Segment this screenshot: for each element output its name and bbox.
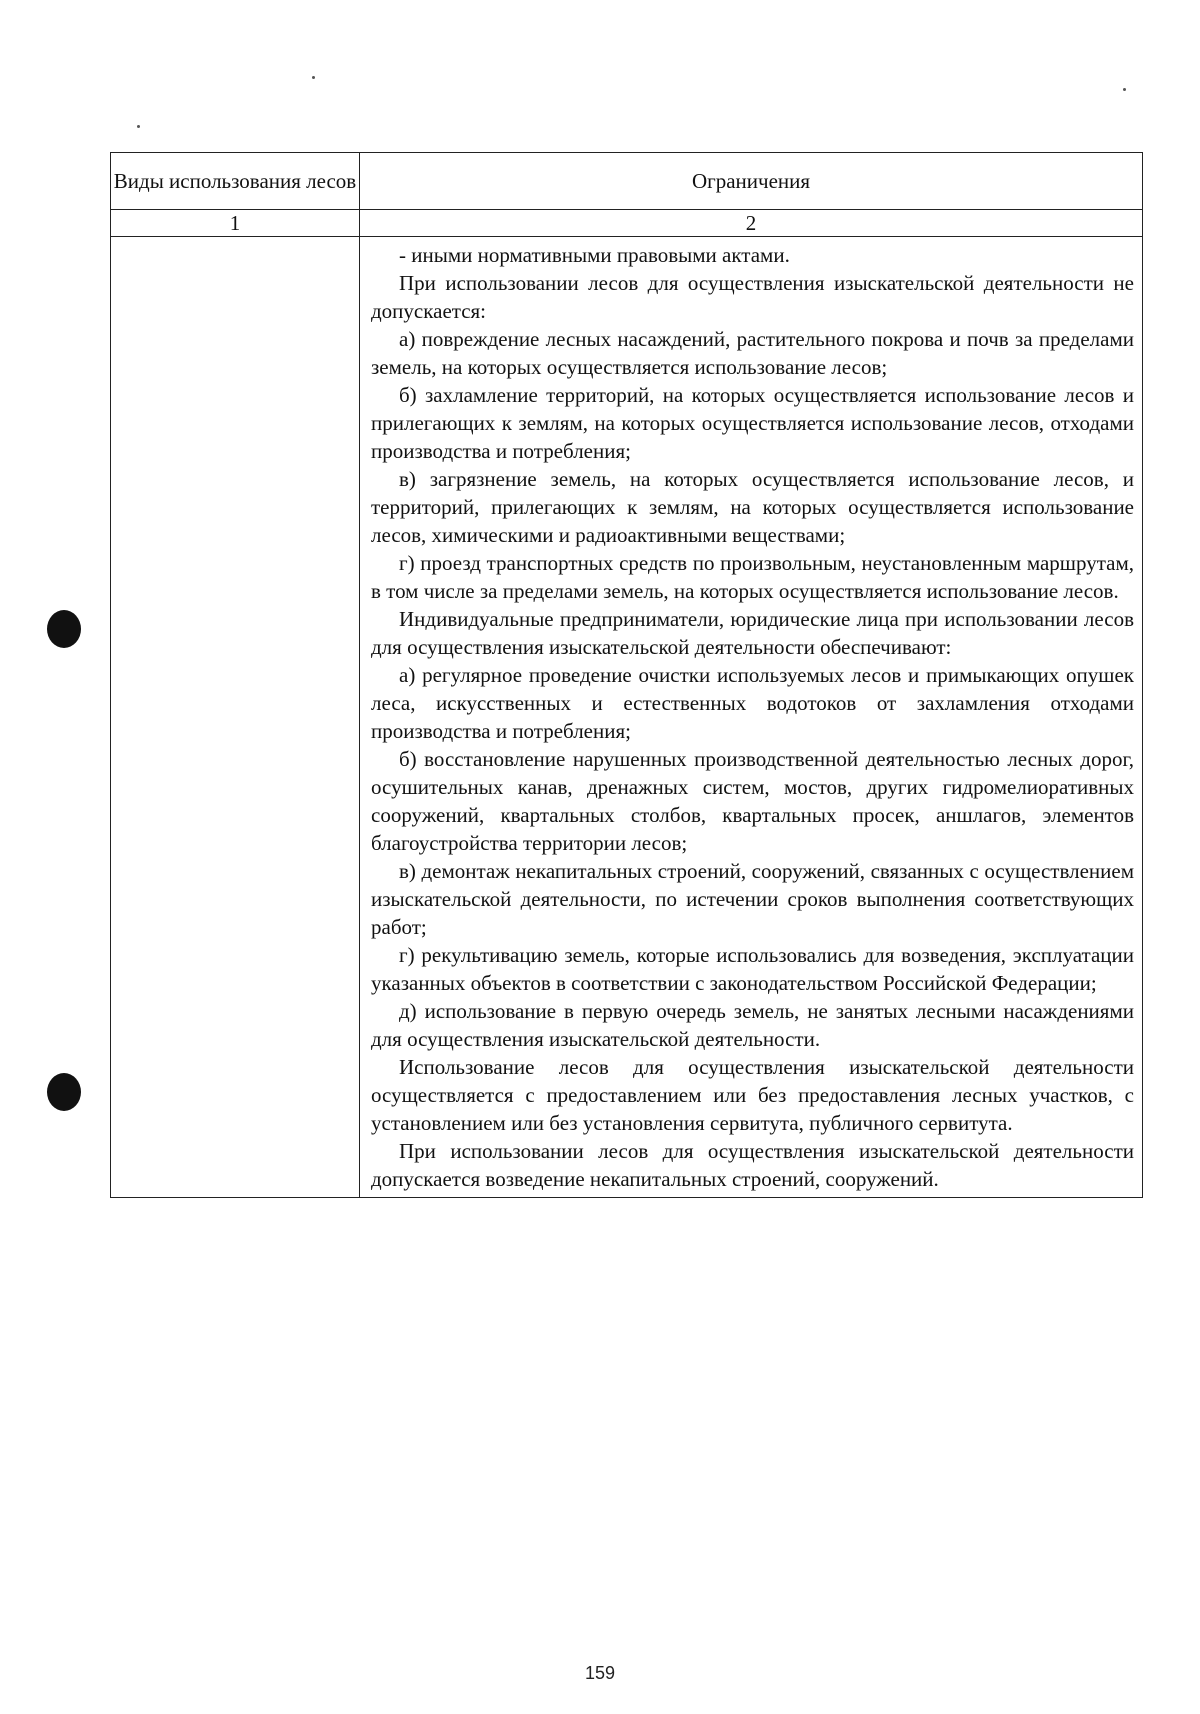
paragraph: а) повреждение лесных насаждений, растительного покрова и почв за пределами земель, на которых осуществляется использование лесов; — [371, 327, 1134, 379]
paragraph: в) демонтаж некапитальных строений, сооружений, связанных с осуществлением изыскательской деятельности, по истечении сроков выполнения соответствующих работ; — [371, 859, 1134, 939]
hole-punch-mark — [47, 1073, 81, 1111]
forest-use-type-cell — [111, 237, 360, 1198]
page-number: 159 — [584, 1663, 616, 1683]
paragraph: б) захламление территорий, на которых осуществляется использование лесов и прилегающих к землям, на которых осуществляется использование лесов, отходами производства и потребления; — [371, 383, 1134, 463]
restrictions-table — [110, 152, 1143, 1198]
paragraph: При использовании лесов для осуществления изыскательской деятельности допускается возведение некапитальных строений, сооружений. — [371, 1139, 1134, 1191]
table-number-row — [111, 210, 1143, 237]
paragraph: д) использование в первую очередь земель, не занятых лесными насаждениями для осуществления изыскательской деятельности. — [371, 999, 1134, 1051]
paragraph: г) проезд транспортных средств по произвольным, неустановленным маршрутам, в том числе за пределами земель, на которых осуществляется использование лесов. — [371, 551, 1134, 603]
paragraph: г) рекультивацию земель, которые использовались для возведения, эксплуатации указанных объектов в соответствии с законодательством Российской Федерации; — [371, 943, 1134, 995]
column-number-1: 1 — [111, 210, 360, 237]
paragraph: а) регулярное проведение очистки используемых лесов и примыкающих опушек леса, искусственных и естественных водотоков от захламления отходами производства и потребления; — [371, 663, 1134, 743]
header-restrictions — [360, 153, 1143, 210]
paragraph: При использовании лесов для осуществления изыскательской деятельности не допускается: — [371, 271, 1134, 323]
table-row — [111, 237, 1143, 1198]
paragraph: в) загрязнение земель, на которых осуществляется использование лесов, и территорий, прилегающих к землям, на которых осуществляется использование лесов, химическими и радиоактивными веществами; — [371, 467, 1134, 547]
scan-speck — [312, 76, 315, 79]
paragraph: Использование лесов для осуществления изыскательской деятельности осуществляется с предоставлением или без предоставления лесных участков, с установлением или без установления сервитута, публичного сервитута. — [371, 1055, 1134, 1135]
scan-speck — [1123, 88, 1126, 91]
column-number-2: 2 — [360, 210, 1143, 237]
paragraph: Индивидуальные предприниматели, юридические лица при использовании лесов для осуществления изыскательской деятельности обеспечивают: — [371, 607, 1134, 659]
table-header-row — [111, 153, 1143, 210]
header-col1-text: Виды использования лесов — [113, 169, 357, 193]
paragraph: б) восстановление нарушенных производственной деятельностью лесных дорог, осушительных канав, дренажных систем, мостов, других гидромелиоративных сооружений, квартальных столбов, квартальных просек, аншлагов, элементов благоустройства территории лесов; — [371, 747, 1134, 855]
paragraph: - иными нормативными правовыми актами. — [399, 243, 790, 267]
header-col2-text: Ограничения — [691, 169, 811, 193]
scan-speck — [137, 125, 140, 128]
restrictions-cell — [360, 237, 1143, 1198]
hole-punch-mark — [47, 610, 81, 648]
header-forest-use-types — [111, 153, 360, 210]
